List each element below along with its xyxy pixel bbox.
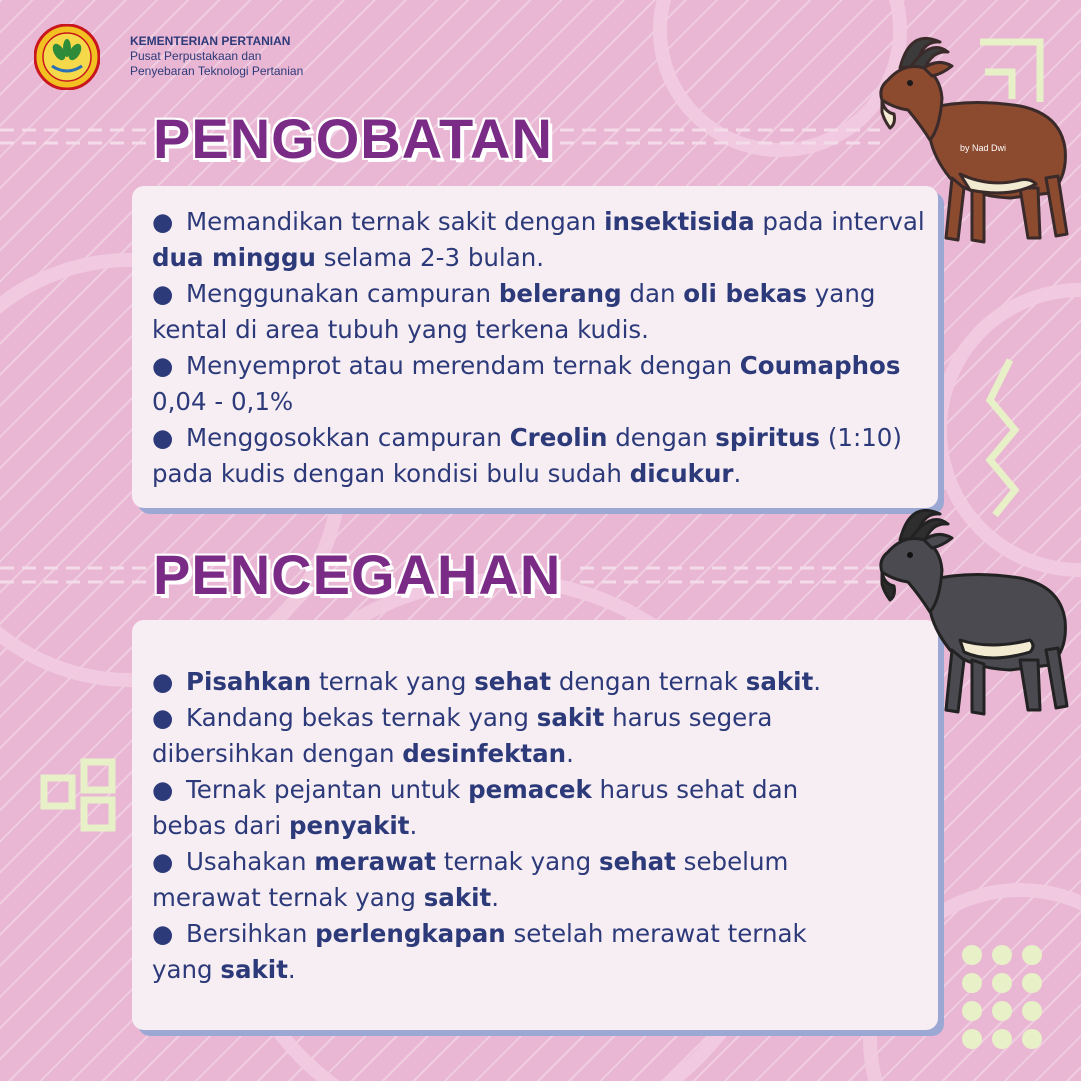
list-item [152, 204, 928, 276]
item-text: harus sehat dan bebas dari [152, 775, 799, 840]
bold-term: belerang [498, 279, 622, 308]
item-text: ternak yang [435, 847, 599, 876]
bold-term: oli bekas [683, 279, 808, 308]
bold-term: penyakit [288, 811, 410, 840]
pengobatan-card [132, 186, 938, 508]
bullet-icon: ● [152, 423, 174, 452]
bold-term: insektisida [604, 207, 755, 236]
org-line-2: Pusat Perpustakaan dan [130, 49, 262, 63]
item-text: . [813, 667, 822, 696]
bullet-icon: ● [152, 919, 174, 948]
item-text: pada interval [754, 207, 925, 236]
bullet-icon: ● [152, 847, 174, 876]
item-text: Menggosokkan campuran [186, 423, 510, 452]
item-text: . [409, 811, 418, 840]
bullet-icon: ● [152, 775, 174, 804]
bullet-icon: ● [152, 667, 174, 696]
bold-term: sakit [536, 703, 605, 732]
list-item [152, 700, 848, 772]
bold-term: Coumaphos [739, 351, 901, 380]
bullet-icon: ● [152, 279, 174, 308]
bold-term: spiritus [715, 423, 821, 452]
item-text: (1:10) pada kudis dengan kondisi bulu sudah [152, 423, 902, 488]
item-text: . [733, 459, 742, 488]
list-item [152, 276, 928, 348]
bold-term: dua minggu [152, 243, 316, 272]
bold-term: Pisahkan [186, 667, 312, 696]
bold-term: Creolin [509, 423, 608, 452]
item-text: Bersihkan [186, 919, 316, 948]
pencegahan-title: PENCEGAHAN [153, 543, 562, 606]
item-text: Memandikan ternak sakit dengan [186, 207, 605, 236]
credit-text: by Nad Dwi [960, 143, 1007, 153]
bullet-icon: ● [152, 703, 174, 732]
bold-term: perlengkapan [315, 919, 506, 948]
item-text: sebelum merawat ternak yang [152, 847, 789, 912]
item-text: dan [621, 279, 684, 308]
bold-term: merawat [314, 847, 436, 876]
black-goat-icon [860, 500, 1075, 722]
item-text: . [491, 883, 500, 912]
org-line-3: Penyebaran Teknologi Pertanian [130, 64, 304, 78]
kementan-logo-icon [34, 24, 100, 90]
item-text: Menyemprot atau merendam ternak dengan [186, 351, 740, 380]
bullet-icon: ● [152, 207, 174, 236]
item-text: Menggunakan campuran [186, 279, 499, 308]
pencegahan-card [132, 620, 938, 1030]
item-text: dengan [607, 423, 716, 452]
item-text: 0,04 - 0,1% [152, 387, 294, 416]
item-text: harus segera dibersihkan dengan [152, 703, 773, 768]
pencegahan-list [132, 620, 938, 988]
bold-term: sehat [474, 667, 552, 696]
bold-term: pemacek [468, 775, 592, 804]
bold-term: sakit [423, 883, 492, 912]
list-item [152, 664, 848, 700]
bold-term: sehat [599, 847, 676, 876]
item-text: . [287, 955, 296, 984]
list-item [152, 772, 848, 844]
item-text: setelah merawat ternak yang [152, 919, 807, 984]
bold-term: sakit [220, 955, 288, 984]
item-text: selama 2-3 bulan. [315, 243, 545, 272]
org-line-1: KEMENTERIAN PERTANIAN [130, 34, 291, 48]
list-item [152, 844, 848, 916]
brown-goat-icon [860, 28, 1075, 250]
item-text: Ternak pejantan untuk [186, 775, 469, 804]
bold-term: sakit [745, 667, 814, 696]
bold-term: desinfektan [402, 739, 567, 768]
organization-name [130, 34, 390, 79]
bullet-icon: ● [152, 351, 174, 380]
item-text: dengan ternak [551, 667, 746, 696]
item-text: Kandang bekas ternak yang [186, 703, 537, 732]
pengobatan-list [132, 186, 938, 492]
item-text: Usahakan [186, 847, 315, 876]
list-item [152, 420, 928, 492]
pengobatan-title: PENGOBATAN [153, 107, 553, 170]
bold-term: dicukur [629, 459, 734, 488]
item-text: yang kental di area tubuh yang terkena kudis. [152, 279, 876, 344]
list-item [152, 916, 848, 988]
list-item [152, 348, 928, 420]
item-text: ternak yang [311, 667, 475, 696]
item-text: . [566, 739, 574, 768]
